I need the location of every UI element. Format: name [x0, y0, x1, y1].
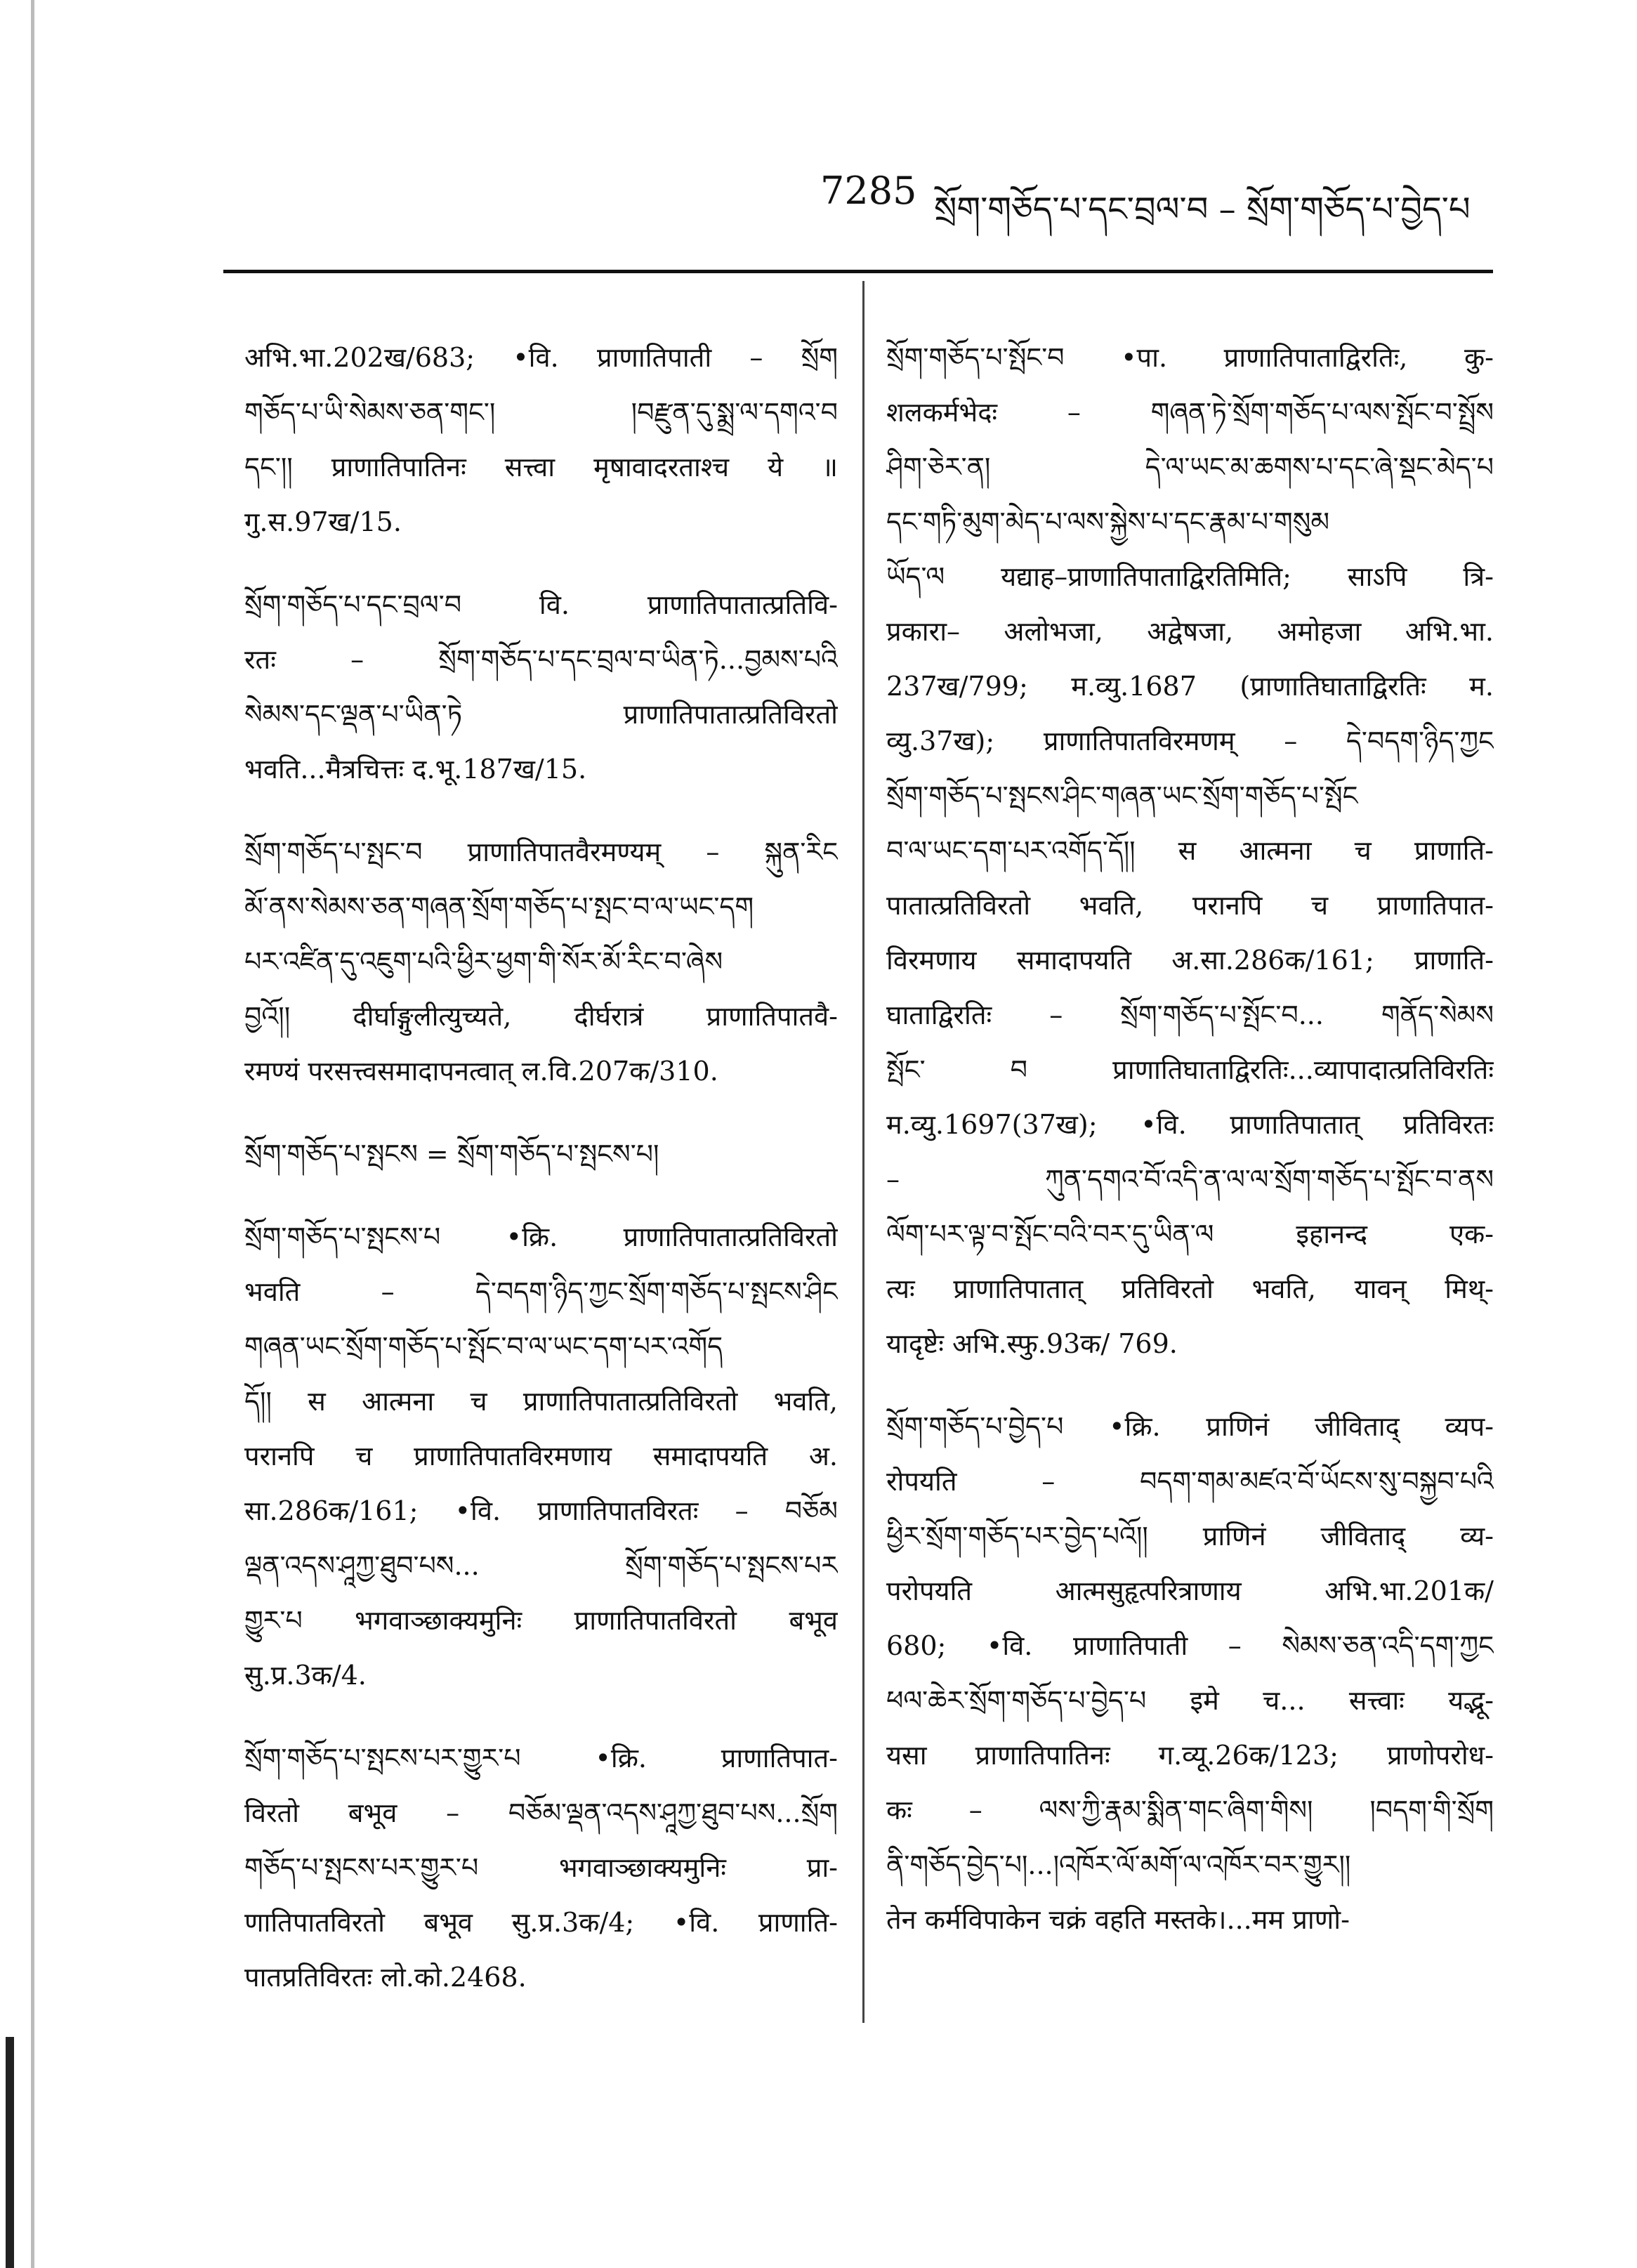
column-divider — [862, 281, 864, 2023]
entry-line: སྲོག་གཅོད་པ་སྤང་བ प्राणातिपातवैरमण्यम् – སྐུན་རིང — [244, 837, 838, 867]
header-rule — [223, 270, 1493, 273]
dictionary-entry — [244, 1127, 838, 1181]
entry-line: 680; •वि. प्राणातिपाती – སེམས་ཅན་འདི་དག་ཀྱང — [886, 1630, 1494, 1661]
entry-line: अभि.भा.202ख/683; •वि. प्राणातिपाती – སྲོག — [244, 342, 838, 373]
entry-line: विरतो बभूव – བཅོམ་ལྡན་འདས་ཤཱཀྱ་ཐུབ་པས...སྲོག — [244, 1797, 838, 1828]
entry-line: ལྡན་འདས་ཤཱཀྱ་ཐུབ་པས... སྲོག་གཅོད་པ་སྤངས་པར — [244, 1550, 838, 1581]
entry-line: म.व्यु.1697(37ख); •वि. प्राणातिपातात् प्रतिविरतः — [886, 1109, 1494, 1140]
entry-line: སྤོང་ བ प्राणातिघाताद्विरतिः...व्यापादात्प्रतिविरतिः — [886, 1054, 1494, 1085]
entry-line: ནི་གཅོད་བྱེད་པ།...།འཁོར་ལོ་མགོ་ལ་འཁོར་བར་གྱུར།། — [886, 1849, 1351, 1880]
entry-line: སྲོག་གཅོད་པ་སྤངས་ཤིང་གཞན་ཡང་སྲོག་གཅོད་པ་སྤོང — [886, 780, 1358, 811]
entry-line: གྱུར་པ भगवाञ्छाक्यमुनिः प्राणातिपातविरतो बभूव — [244, 1605, 838, 1636]
entry-line: སྲོག་གཅོད་པ་སྤངས་པར་གྱུར་པ •क्रि. प्राणातिपात- — [244, 1743, 838, 1774]
entry-line: प्रकारा– अलोभजा, अद्वेषजा, अमोहजा अभि.भा. — [886, 616, 1494, 647]
entry-line: सु.प्र.3क/4. — [244, 1660, 367, 1691]
entry-line: ཕལ་ཆེར་སྲོག་གཅོད་པ་བྱེད་པ इमे च... सत्त्वाः यद्भू- — [886, 1685, 1494, 1716]
dictionary-entry — [244, 1210, 838, 1703]
entry-line: पातात्प्रतिविरतो भवति, परानपि च प्राणातिपात- — [886, 890, 1494, 921]
entry-line: སྲོག་གཅོད་པ་དང་བྲལ་བ वि. प्राणातिपातात्प्रतिवि- — [244, 589, 838, 620]
entry-line: – ཀུན་དགའ་བོ་འདི་ན་ལ་ལ་སྲོག་གཅོད་པ་སྤོང་བ་ནས — [886, 1164, 1494, 1195]
entry-line: བ་ལ་ཡང་དག་པར་འགོད་དོ།། स आत्मना च प्राणाति- — [886, 835, 1494, 866]
entry-line: रमण्यं परसत्त्वसमादापनत्वात् ल.वि.207क/310. — [244, 1056, 718, 1087]
dictionary-entry — [886, 330, 1494, 1371]
entry-line: སྲོག་གཅོད་པ་སྤོང་བ •पा. प्राणातिपाताद्विरतिः, कु- — [886, 342, 1494, 373]
entry-line: परानपि च प्राणातिपातविरमणाय समादापयति अ. — [244, 1441, 838, 1471]
scan-margin-artifact — [31, 0, 34, 2268]
entry-line: परोपयति आत्मसुहृत्परित्राणाय अभि.भा.201क/ — [886, 1575, 1494, 1606]
entry-line: कः – ལས་ཀྱི་རྣམ་སྨིན་གང་ཞིག་གིས། །བདག་གི་སྲོག — [886, 1795, 1494, 1825]
entry-line: གཅོད་པ་ཡི་སེམས་ཅན་གང་། །བརྫུན་དུ་སྨྲ་ལ་དགའ་བ — [244, 397, 838, 428]
dictionary-entry — [244, 577, 838, 797]
entry-line: མོ་ནས་སེམས་ཅན་གཞན་སྲོག་གཅོད་པ་སྤང་བ་ལ་ཡང་དག — [244, 891, 754, 922]
entry-line: भवति...मैत्रचित्तः द.भू.187ख/15. — [244, 754, 587, 785]
entry-line: गु.स.97ख/15. — [244, 506, 402, 537]
entry-line: སྲོག་གཅོད་པ་བྱེད་པ •क्रि. प्राणिनं जीविताद् व्यप- — [886, 1411, 1494, 1442]
entry-line: यसा प्राणातिपातिनः ग.व्यू.26क/123; प्राणोपरोध- — [886, 1740, 1494, 1771]
entry-line: विरमणाय समादापयति अ.सा.286क/161; प्राणाति- — [886, 945, 1494, 976]
entry-line: भवति – དེ་བདག་ཉིད་ཀྱང་སྲོག་གཅོད་པ་སྤངས་ཤིང — [244, 1276, 838, 1307]
entry-line: ཡོད་ལ यद्याह–प्राणातिपाताद्विरतिमिति; साऽपि त्रि- — [886, 561, 1494, 592]
entry-line: དང་།། प्राणातिपातिनः सत्त्वा मृषावादरताश्च ये ॥ — [244, 452, 838, 483]
running-head: སྲོག་གཅོད་པ་དང་བྲལ་བ – སྲོག་གཅོད་པ་བྱེད་པ — [934, 190, 1471, 229]
entry-line: शलकर्मभेदः – གཞན་ཏེ་སྲོག་གཅོད་པ་ལས་སྤོང་བ་སྤྲོས — [886, 397, 1494, 428]
scan-margin-artifact — [6, 2037, 14, 2268]
entry-line: यादृष्टेः अभि.स्फु.93क/ 769. — [886, 1328, 1178, 1359]
entry-line: णातिपातविरतो बभूव सु.प्र.3क/4; •वि. प्राणाति- — [244, 1907, 838, 1938]
entry-line: घाताद्विरतिः – སྲོག་གཅོད་པ་སྤོང་བ... གནོད་སེམས — [886, 999, 1494, 1030]
dictionary-entry — [244, 825, 838, 1099]
entry-line: पातप्रतिविरतः लो.को.2468. — [244, 1962, 527, 1993]
entry-line: ཕྱིར་སྲོག་གཅོད་པར་བྱེད་པའོ།། प्राणिनं जीविताद् व्य- — [886, 1521, 1494, 1552]
dictionary-entry — [886, 1399, 1494, 1947]
entry-line: སྲོག་གཅོད་པ་སྤངས་པ •क्रि. प्राणातिपातात्प्रतिविरतो — [244, 1221, 838, 1252]
entry-line: དོ།། स आत्मना च प्राणातिपातात्प्रतिविरतो भवति, — [244, 1386, 838, 1417]
entry-line: བྱའོ།། दीर्घाङ्गुलीत्युच्यते, दीर्घरात्रं प्राणातिपातवै- — [244, 1001, 838, 1032]
dictionary-entry — [244, 330, 838, 549]
entry-line: སྲོག་གཅོད་པ་སྤངས = སྲོག་གཅོད་པ་སྤངས་པ། — [244, 1139, 659, 1169]
entry-line: त्यः प्राणातिपातात् प्रतिविरतो भवति, यावन् मिथ्- — [886, 1273, 1494, 1304]
right-column — [886, 330, 1494, 1975]
entry-line: तेन कर्मविपाकेन चक्रं वहति मस्तके।...मम प्राणो- — [886, 1904, 1350, 1935]
entry-line: रोपयति – བདག་གམ་མཛའ་བོ་ཡོངས་སུ་བསྐྱབ་པའི — [886, 1466, 1494, 1497]
entry-line: 237ख/799; म.व्यु.1687 (प्राणातिघाताद्विरतिः म. — [886, 671, 1494, 702]
entry-line: གཅོད་པ་སྤངས་པར་གྱུར་པ भगवाञ्छाक्यमुनिः प्रा- — [244, 1852, 838, 1883]
entry-line: སེམས་དང་ལྡན་པ་ཡིན་ཏེ प्राणातिपातात्प्रतिविरतो — [244, 699, 838, 730]
entry-line: व्यु.37ख); प्राणातिपातविरमणम् – དེ་བདག་ཉིད་ཀྱང — [886, 726, 1494, 756]
entry-line: ཤིག་ཅེར་ན། དེ་ལ་ཡང་མ་ཆགས་པ་དང་ཞེ་སྡང་མེད་པ — [886, 452, 1494, 483]
entry-line: रतः – སྲོག་གཅོད་པ་དང་བྲལ་བ་ཡིན་ཏེ...བྱམས་པའི — [244, 644, 838, 675]
page-number: 7285 — [820, 169, 917, 213]
left-column — [244, 330, 838, 2033]
entry-line: सा.286क/161; •वि. प्राणातिपातविरतः – བཅོམ — [244, 1495, 838, 1526]
entry-line: དང་གཏི་མུག་མེད་པ་ལས་སྐྱེས་པ་དང་རྣམ་པ་གསུམ — [886, 506, 1329, 537]
entry-line: པར་འཛིན་དུ་འཇུག་པའི་ཕྱིར་ཕྱག་གི་སོར་མོ་རིང་བ་ཞེས — [244, 946, 723, 977]
entry-line: གཞན་ཡང་སྲོག་གཅོད་པ་སྤོང་བ་ལ་ཡང་དག་པར་འགོད — [244, 1331, 723, 1362]
entry-line: ལོག་པར་ལྟ་བ་སྤོང་བའི་བར་དུ་ཡིན་ལ इहानन्द एक- — [886, 1219, 1494, 1250]
dictionary-entry — [244, 1731, 838, 2005]
